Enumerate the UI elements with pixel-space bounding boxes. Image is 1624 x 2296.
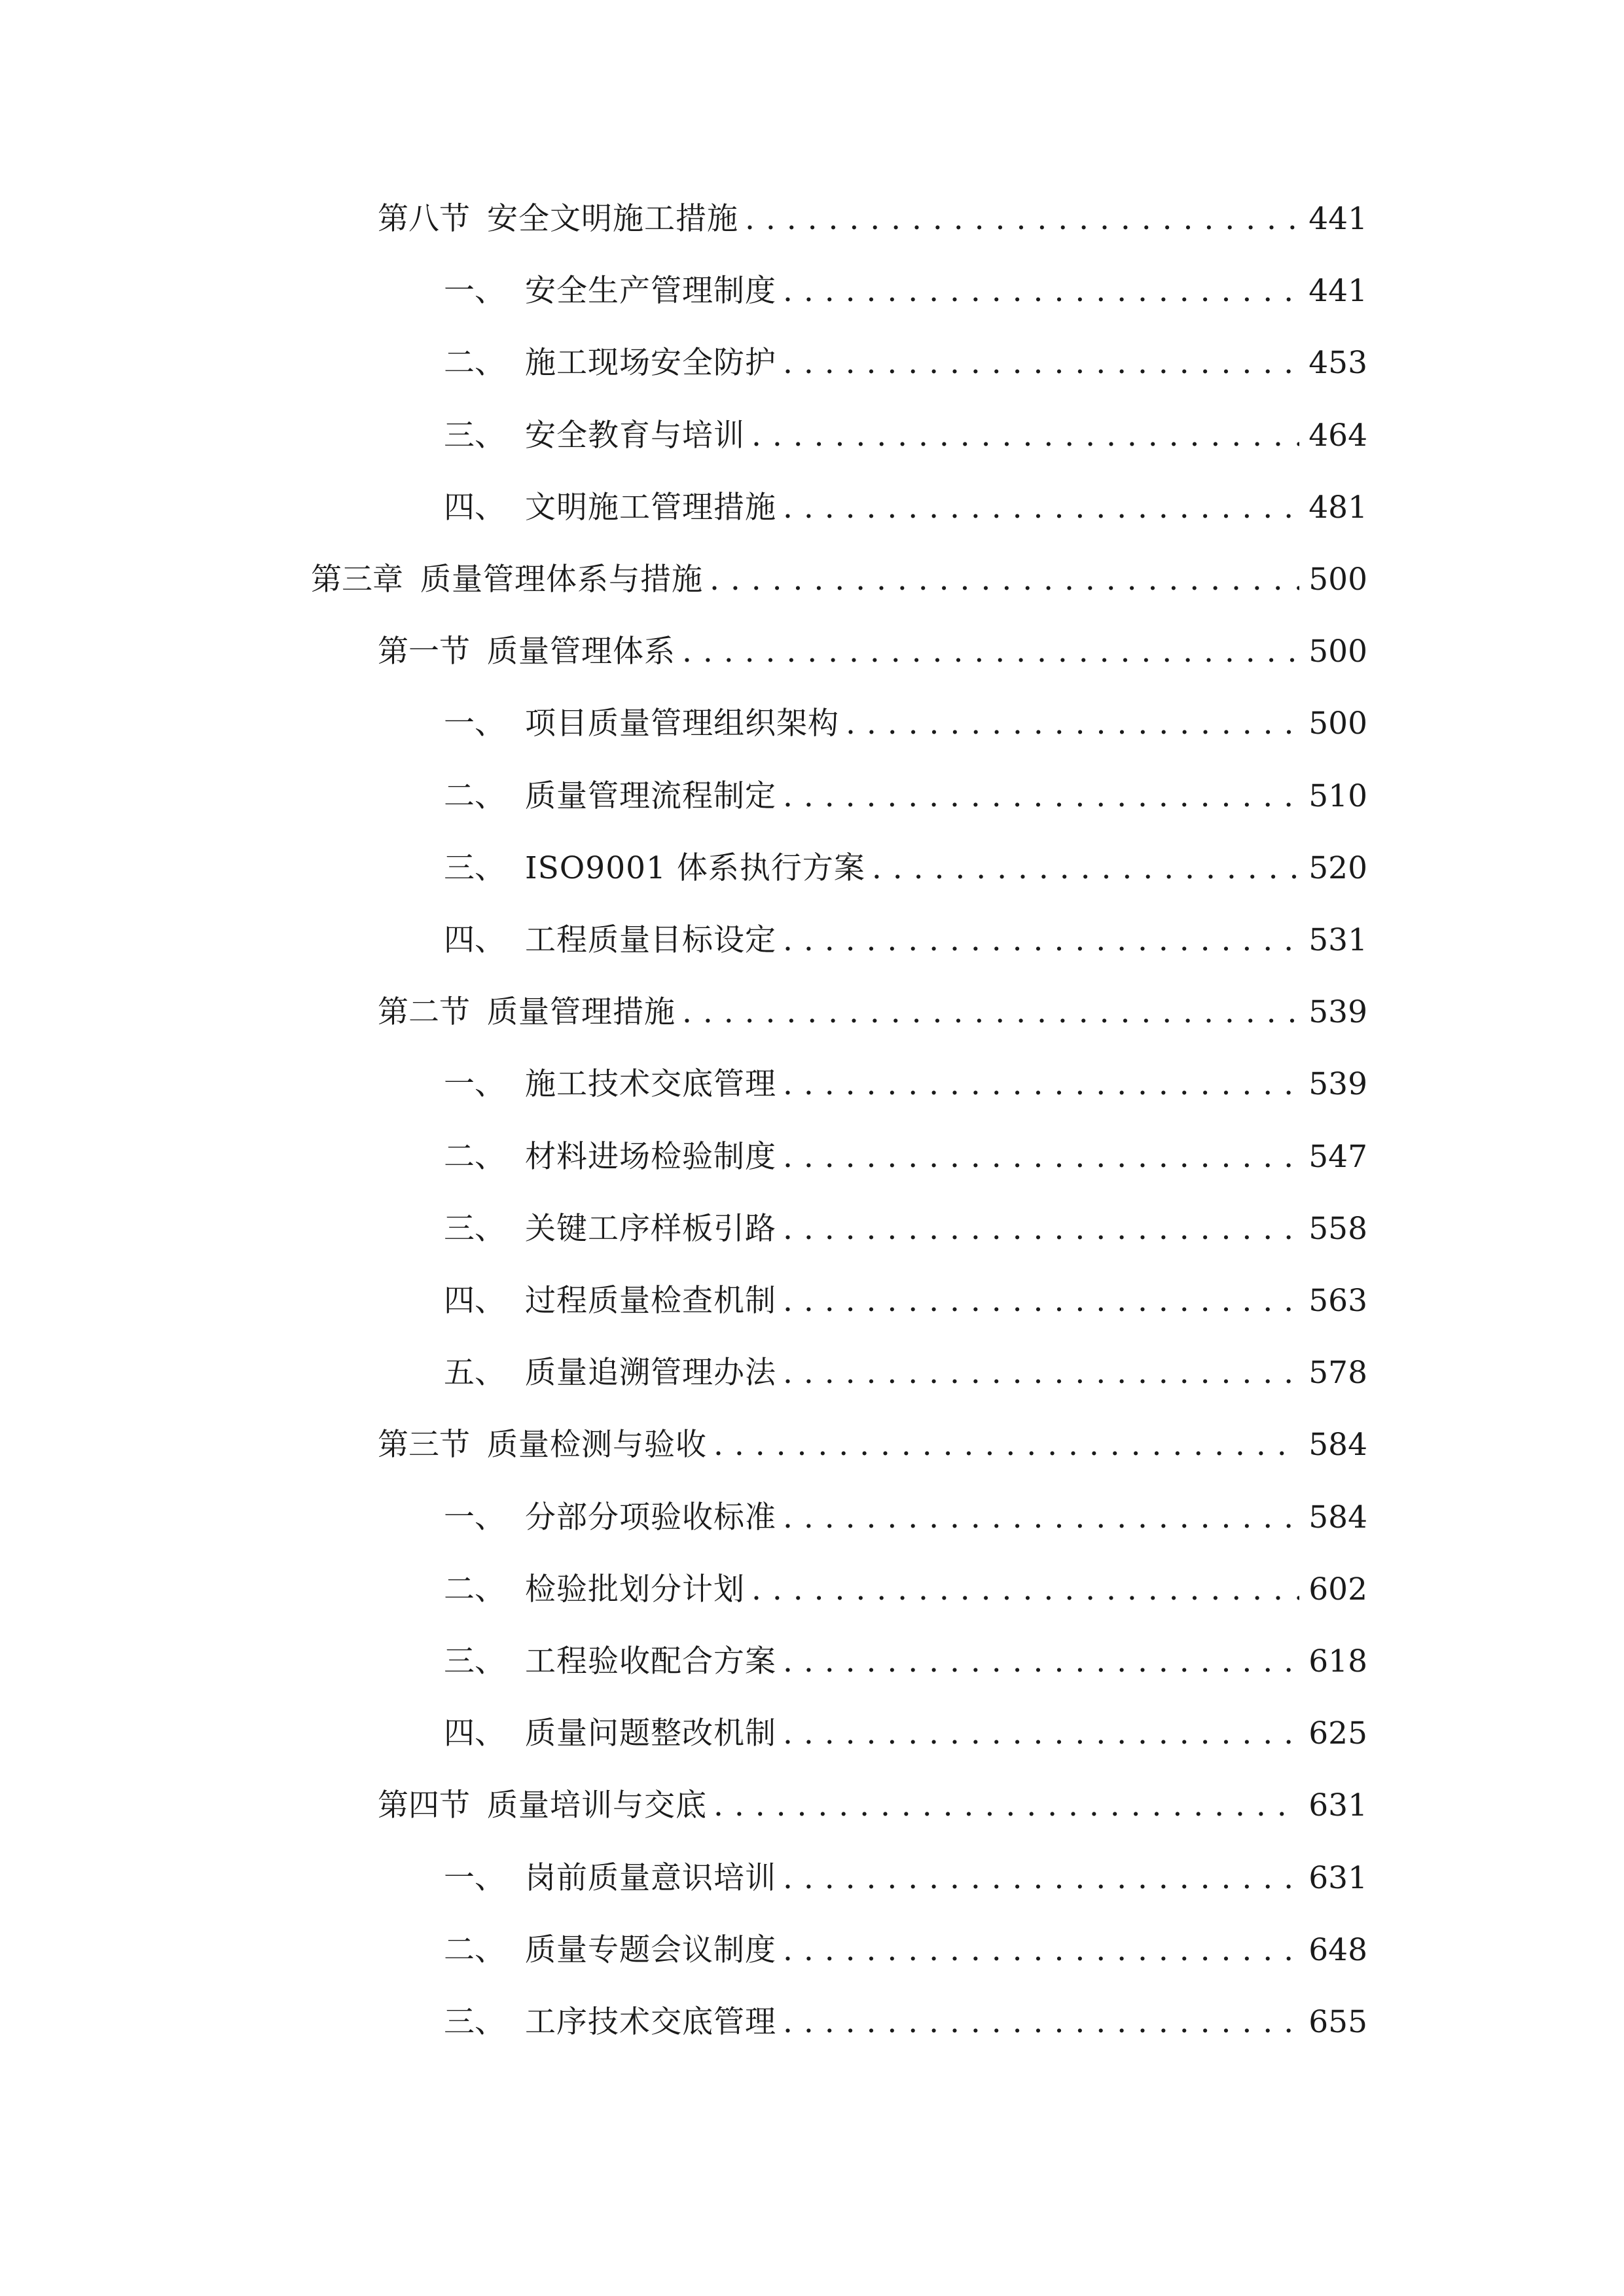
toc-entry-number: 四、 [444,1283,505,1319]
toc-entry-title: 关键工序样板引路 [525,1211,776,1247]
toc-entry-page-number: 655 [1308,2004,1367,2040]
dot-leader [783,1856,1299,1901]
toc-entry-page-number: 510 [1308,778,1367,814]
toc-entry-title: 质量检测与验收 [487,1427,707,1463]
dot-leader [751,1567,1299,1613]
toc-entry-page-number: 625 [1308,1715,1367,1751]
toc-entry[interactable] [444,1350,1367,1396]
toc-entry-page-number: 584 [1308,1427,1367,1463]
toc-entry-number: 二、 [444,1932,505,1968]
toc-entry[interactable] [444,1928,1367,1973]
toc-entry[interactable] [444,2000,1367,2045]
toc-entry[interactable] [444,485,1367,531]
toc-entry[interactable] [444,340,1367,386]
dot-leader [745,196,1299,242]
dot-leader [783,1134,1299,1180]
toc-entry-page-number: 539 [1308,1066,1367,1102]
toc-entry-page-number: 520 [1308,850,1367,886]
toc-entry-title: 质量管理体系 [487,634,676,670]
toc-entry[interactable] [444,1567,1367,1613]
toc-entry-number: 三、 [444,418,505,454]
toc-entry-title: 质量追溯管理办法 [525,1355,776,1391]
toc-entry-number: 三、 [444,1643,505,1679]
toc-entry-number: 第八节 [378,201,470,237]
dot-leader [682,629,1299,675]
toc-entry-title: 工序技术交底管理 [525,2004,776,2040]
toc-entry-number: 三、 [444,2004,505,2040]
toc-entry[interactable] [444,1206,1367,1252]
toc-entry-page-number: 500 [1308,562,1367,598]
toc-entry-title: 安全生产管理制度 [525,273,776,309]
toc-entry[interactable] [444,1278,1367,1324]
toc-entry-number: 二、 [444,778,505,814]
toc-entry-number: 二、 [444,1571,505,1607]
dot-leader [783,2000,1299,2045]
toc-entry[interactable] [444,1711,1367,1757]
dot-leader [783,1278,1299,1324]
toc-entry-number: 一、 [444,706,505,742]
toc-entry[interactable] [444,774,1367,819]
toc-entry-number: 四、 [444,490,505,526]
toc-entry-title: 文明施工管理措施 [525,490,776,526]
toc-entry-number: 第二节 [378,994,470,1030]
toc-entry-page-number: 558 [1308,1211,1367,1247]
dot-leader [783,1928,1299,1973]
dot-leader [783,340,1299,386]
toc-entry[interactable] [378,629,1367,675]
toc-entry-title: 质量培训与交底 [487,1787,707,1823]
toc-entry-page-number: 500 [1308,706,1367,742]
dot-leader [713,1783,1299,1829]
toc-entry-number: 一、 [444,1499,505,1535]
toc-entry-number: 二、 [444,1139,505,1175]
toc-entry-number: 四、 [444,1715,505,1751]
toc-entry-page-number: 563 [1308,1283,1367,1319]
toc-entry-number: 第一节 [378,634,470,670]
toc-entry-page-number: 602 [1308,1571,1367,1607]
toc-entry[interactable] [444,1134,1367,1180]
toc-entry-title: 质量专题会议制度 [525,1932,776,1968]
toc-entry-page-number: 441 [1308,273,1367,309]
toc-entry-page-number: 453 [1308,345,1367,381]
toc-entry[interactable] [444,846,1367,891]
toc-entry[interactable] [444,1639,1367,1685]
dot-leader [710,557,1299,603]
toc-entry[interactable] [378,1422,1367,1468]
toc-entry[interactable] [444,701,1367,747]
toc-entry[interactable] [378,196,1367,242]
toc-entry-page-number: 481 [1308,490,1367,526]
dot-leader [713,1422,1299,1468]
toc-entry-page-number: 539 [1308,994,1367,1030]
dot-leader [783,1495,1299,1541]
toc-entry-page-number: 631 [1308,1860,1367,1896]
toc-entry-number: 二、 [444,345,505,381]
toc-entry-title: 岗前质量意识培训 [525,1860,776,1896]
toc-entry-title: 项目质量管理组织架构 [525,706,839,742]
toc-entry-number: 三、 [444,1211,505,1247]
dot-leader [872,846,1299,891]
toc-entry-number: 一、 [444,1066,505,1102]
toc-entry-number: 一、 [444,1860,505,1896]
toc-entry-page-number: 631 [1308,1787,1367,1823]
toc-entry-number: 一、 [444,273,505,309]
toc-entry-title: 材料进场检验制度 [525,1139,776,1175]
dot-leader [783,1711,1299,1757]
dot-leader [783,1350,1299,1396]
toc-entry[interactable] [378,990,1367,1035]
toc-entry-title: 质量管理体系与措施 [420,562,703,598]
toc-entry-title: 施工现场安全防护 [525,345,776,381]
toc-entry[interactable] [444,413,1367,459]
toc-entry[interactable] [378,1783,1367,1829]
toc-entry-title: 工程质量目标设定 [525,922,776,958]
toc-entry-page-number: 584 [1308,1499,1367,1535]
toc-entry[interactable] [311,557,1367,603]
toc-entry-page-number: 500 [1308,634,1367,670]
dot-leader [783,485,1299,531]
toc-entry[interactable] [444,1062,1367,1107]
toc-entry-title: 检验批划分计划 [525,1571,745,1607]
toc-entry[interactable] [444,268,1367,314]
toc-entry-page-number: 648 [1308,1932,1367,1968]
toc-entry-title: 安全教育与培训 [525,418,745,454]
toc-entry-number: 第三章 [311,562,403,598]
toc-entry[interactable] [444,1495,1367,1541]
toc-entry-page-number: 531 [1308,922,1367,958]
toc-entry-title: 施工技术交底管理 [525,1066,776,1102]
dot-leader [783,1206,1299,1252]
toc-entry-title: 分部分项验收标准 [525,1499,776,1535]
toc-entry-title: 质量管理流程制定 [525,778,776,814]
toc-entry-title: 工程验收配合方案 [525,1643,776,1679]
dot-leader [783,918,1299,963]
toc-entry-title: 质量管理措施 [487,994,676,1030]
toc-entry-title: 质量问题整改机制 [525,1715,776,1751]
toc-entry-title: 安全文明施工措施 [487,201,738,237]
dot-leader [783,1062,1299,1107]
toc-entry-title: 过程质量检查机制 [525,1283,776,1319]
dot-leader [783,774,1299,819]
toc-entry[interactable] [444,918,1367,963]
toc-entry-page-number: 441 [1308,201,1367,237]
dot-leader [846,701,1299,747]
dot-leader [783,1639,1299,1685]
toc-entry-number: 第四节 [378,1787,470,1823]
toc-entry-number: 三、 [444,850,505,886]
dot-leader [682,990,1299,1035]
toc-entry-page-number: 578 [1308,1355,1367,1391]
toc-entry-number: 第三节 [378,1427,470,1463]
toc-entry-page-number: 618 [1308,1643,1367,1679]
toc-entry-title: ISO9001 体系执行方案 [525,850,865,886]
toc-entry-page-number: 464 [1308,418,1367,454]
dot-leader [783,268,1299,314]
dot-leader [751,413,1299,459]
toc-entry-page-number: 547 [1308,1139,1367,1175]
toc-entry[interactable] [444,1856,1367,1901]
toc-entry-number: 四、 [444,922,505,958]
toc-entry-number: 五、 [444,1355,505,1391]
